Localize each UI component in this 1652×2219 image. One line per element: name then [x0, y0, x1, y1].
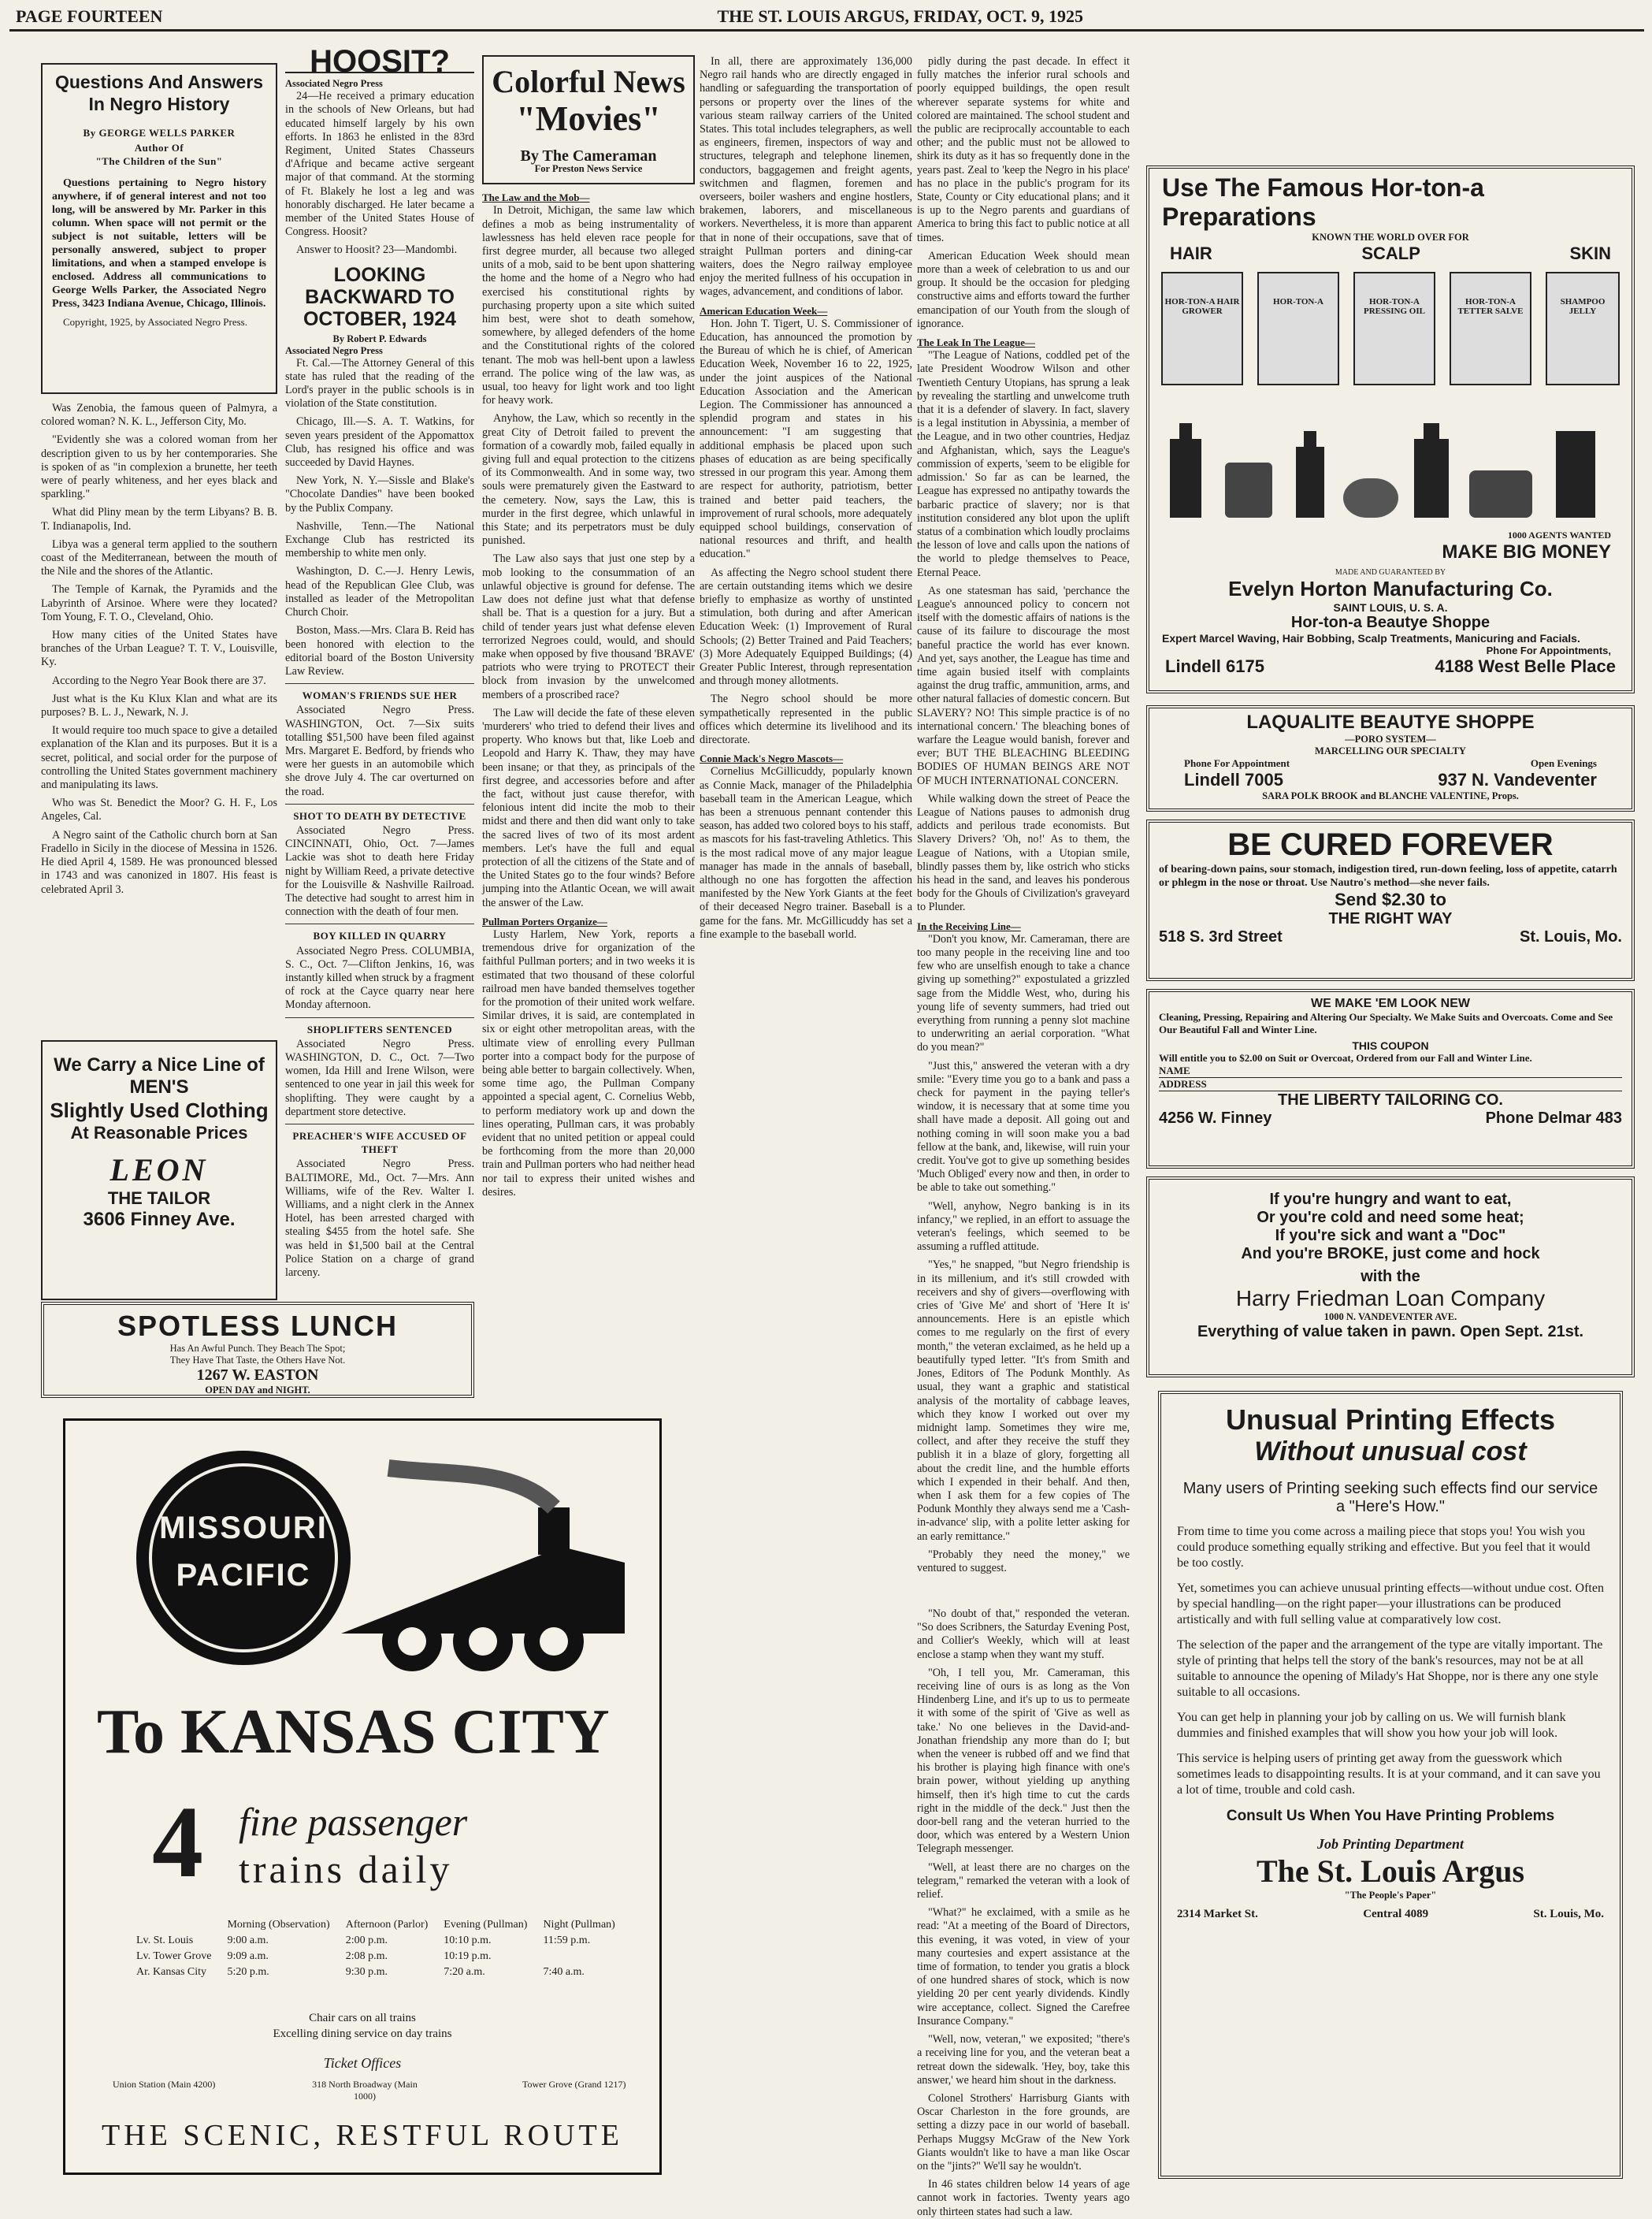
cured-send: Send $2.30 to [1335, 890, 1446, 909]
friedman-l2: Or you're cold and need some heat; [1257, 1209, 1524, 1226]
timetable-label: Ar. Kansas City [136, 1966, 207, 1978]
article-paragraph: "What?" he exclaimed, with a smile as he read: "At a meeting of the Board of Directors, this evening, it was voted, in view of your many courtesies and expert assistance at the time of formation, to tender you gratis a block of one hundred shares of stock, which is now yielding 20 per cent yearly dividends. Kindly wire acceptance, collect. Signed the Carefree Insurance Company." [917, 1906, 1130, 2028]
liberty-name: NAME [1159, 1065, 1622, 1078]
laqualite-ad [1146, 705, 1635, 812]
printing-p2: Yet, sometimes you can achieve unusual printing effects—without undue cost. Often by special handling—on the right paper—your illustrations can be produced artistically and with full selling value at comparatively low cost. [1177, 1582, 1604, 1626]
spotless-title: SPOTLESS LUNCH [117, 1310, 399, 1342]
column-3b [700, 55, 912, 2183]
quarry-title: BOY KILLED IN QUARRY [313, 930, 447, 942]
article-paragraph: Hon. John T. Tigert, U. S. Commissioner of Education, has announced the promotion by the Bureau of which he is chief, of American Education Week, November 16 to 22, 1925, under the joint auspices of the National Education Association and the American Legion. The Commissioner has announced a splendid program and states in his announcement: "I am suggesting that additional emphasis be placed upon such phases of education as are being specifically stressed in our program this year. Among them are respect for authority, patriotism, better trained and better paid teachers, the improvement of rural schools, more adequately equipped school buildings, conservation of national resources and thrift, and health education." [700, 317, 912, 561]
product-jar: HOR-TON-A [1257, 272, 1339, 385]
article-paragraph: The Law will decide the fate of these eleven 'murderers' who tried to defend their lives and property. Who knows but that, like Loeb and Leopold and Harry K. Thaw, they may have been insane; or that they, as principals of the first degree, and accessories before and after the fact, without just cause therefor, with felonious intent did incite the mob to their midst and there and then did want only to take the sacred lives of two of its most ardent members. Let's have the full and equal protection of all the citizens of the State and of the United States go to the four winds? Before jumping into the Atlantic Ocean, we will await the answer of the Law. [482, 706, 695, 909]
locomotive-illustration [325, 1452, 640, 1689]
article-paragraph: "Yes," he snapped, "but Negro friendship is in its millenium, and it's still crowded with receivers and shy of givers—overflowing with cries of 'Give Me' and short of 'Here It is' announcements. Here is an epistle which comes to me regularly on the first of every month," the veteran exclaimed, as he held up a beautifully typed letter. "It's from Smith and Jones, Editors of The Podunk Monthly. As usual, they want a graphic and statistical analysis of the mortality of cabbage leaves, which they know I worked out over my midnight lamp. Sometimes they wire me, collect, and after they receive the stuff they publish it in a blaze of glory, forgetting all about the credit line, and the humble efforts which I expended in their behalf. And then, when I ask them for a few copies of The Podunk Monthly they always send me a 'Cash-in-advance' slip, with a polite letter asking for an early remittance." [917, 1258, 1130, 1543]
qa-paragraph: Just what is the Ku Klux Klan and what are its purposes? B. L. J., Newark, N. J. [41, 692, 277, 719]
liberty-ad [1146, 989, 1635, 1169]
column-4-lower [917, 1608, 1130, 2218]
friedman-pawn: Everything of value taken in pawn. Open Sept. 21st. [1197, 1323, 1584, 1340]
article-paragraph: In all, there are approximately 136,000 Negro rail hands who are directly engaged in handling or safeguarding the transportation of persons or property over the lines of the various steam railway carriers of the United States. This total includes telegraphers, as well as engineers, firemen, inspectors of way and structures, telegraph and telephone linemen, conductors, baggagemen and freight agents, switchmen and flagmen, foremen and overseers, boiler washers and engine hostlers, brakemen, laborers, and miscellaneous workers. Nevertheless, it is more than apparent that in none of their occupations, save that of straight Pullman porters and dining-car waiters, does the Negro railway employee enjoy the merited fullness of his occupation in wages, advancement, and conditions of labor. [700, 55, 912, 299]
printing-p1: From time to time you come across a mailing piece that stops you! You wish you could produce something equally striking and effective. But you feel that it would be too costly. [1177, 1525, 1591, 1570]
scenic-route: THE SCENIC, RESTFUL ROUTE [102, 2119, 623, 2152]
preacher-body: Associated Negro Press. BALTIMORE, Md., Oct. 7—Mrs. Ann Williams, wife of the Rev. Walter I. Williams, and a night clerk in the Annex Hotel, has been arrested charged with stealing $455 from the hotel safe. She was held in $1,500 bail at the Central Police Station on a charge of grand larceny. [285, 1158, 474, 1280]
horton-company: Evelyn Horton Manufacturing Co. [1228, 577, 1553, 600]
shoplifters-body: Associated Negro Press. WASHINGTON, D. C., Oct. 7—Two women, Ida Hill and Irene Wilson, were sentenced to one year in jail this week for shoplifting. They were caught by a department store detective. [285, 1037, 474, 1118]
friedman-with: with the [1361, 1268, 1420, 1285]
qa-paragraph: Libya was a general term applied to the southern coast of the Mediterranean, between the mouth of the Nile and the shores of the Atlantic. [41, 537, 277, 578]
liberty-phone: Phone Delmar 483 [1485, 1110, 1622, 1127]
article-paragraph: "Well, now, veteran," we exposited; "there's a receiving line for you, and the veteran beat a retreat down the sidewalk. 'Hey, boy, take this answer,' we heard him shout in the darkness. [917, 2033, 1130, 2087]
qa-paragraph: It would require too much space to give a detailed explanation of the Klan and its purposes. But it is a secret, political, and social order for the purpose of controlling the United States government machinery and manipulating its laws. [41, 724, 277, 792]
liberty-street: 4256 W. Finney [1159, 1110, 1272, 1127]
liberty-address-field: ADDRESS [1159, 1078, 1622, 1091]
horton-appointments: Phone For Appointments, [1486, 645, 1611, 656]
looking-item: Nashville, Tenn.—The National Exchange Club has restricted its membership to white men only. [285, 519, 474, 560]
leon-line1: We Carry a Nice Line of [54, 1054, 265, 1076]
timetable-cell: 11:59 p.m. [543, 1935, 591, 1946]
page-number: PAGE FOURTEEN [16, 6, 163, 26]
article-paragraph: American Education Week should mean more than a week of celebration to us and our group. It should be the occasion for pledging constructive aims and efforts toward the further emancipation of our Youth from the slough of ignorance. [917, 249, 1130, 330]
friedman-company: Harry Friedman Loan Company [1235, 1286, 1546, 1310]
quarry-body: Associated Negro Press. COLUMBIA, S. C., Oct. 7—Clifton Jenkins, 16, was instantly killed when struck by a fragment of rock at the Cayce quarry near here Monday afternoon. [285, 944, 474, 1012]
ticket-offices: Ticket Offices [323, 2055, 402, 2071]
timetable-cell: 9:09 a.m. [227, 1950, 269, 1962]
timetable-cell: 10:10 p.m. [444, 1935, 492, 1946]
qa-book: "The Children of the Sun" [95, 155, 223, 168]
office-2: 318 North Broadway (Main 1000) [312, 2079, 418, 2102]
looking-item: Chicago, Ill.—S. A. T. Watkins, for seven years president of the Appomattox Club, has resigned his office and was succeeded by David Haynes. [285, 415, 474, 470]
leon-line3: Slightly Used Clothing [50, 1098, 269, 1122]
qa-byline: By GEORGE WELLS PARKER [83, 127, 236, 139]
qa-intro: Questions pertaining to Negro history anywhere, if of general interest and not too long, will be answered by Mr. Parker in this column. When space will not permit or the subject is not suitable, letters will be personally answered, subject to proper limitations, and when a stamped envelope is enclosed. Address all communications to George Wells Parker, the Associated Negro Press, 3423 Indiana Avenue, Chicago, Illinois. [52, 177, 266, 310]
liberty-coupon-text: Will entitle you to $2.00 on Suit or Overcoat, Ordered from our Fall and Winter Line. [1159, 1052, 1532, 1064]
laqualite-props: SARA POLK BROOK and BLANCHE VALENTINE, Props. [1262, 790, 1519, 801]
qa-paragraph: Who was St. Benedict the Moor? G. H. F., Los Angeles, Cal. [41, 797, 277, 823]
hoosit-body: 24—He received a primary education in the schools of New Orleans, but had educated himself largely by his own efforts. In 1863 he enlisted in the 83rd Regiment, United States Chasseurs d'Afrique and became active sergeant major of that command. At the storming of Ft. Blakely he lost a leg and was honorably discharged. He later became a member of the United States House of Congress. Hoosit? [285, 90, 474, 239]
timetable-cell: 2:00 p.m. [345, 1935, 388, 1946]
timetable-header: Afternoon (Parlor) [345, 1919, 429, 1931]
horton-ad [1146, 165, 1635, 693]
laqualite-specialty: MARCELLING OUR SPECIALTY [1315, 745, 1466, 756]
looking-item: Boston, Mass.—Mrs. Clara B. Reid has been honored with election to the editorial board of the Boston University Law Review. [285, 624, 474, 678]
looking-item: Washington, D. C.—J. Henry Lewis, head of the Republican Glee Club, was installed as leader of the Metropolitan Church Choir. [285, 565, 474, 619]
horton-headline: Use The Famous Hor-ton-a Preparations [1162, 173, 1484, 231]
printing-p4: You can get help in planning your job by calling on us. We will furnish blank dummies and finished examples that will show you how your job will look. [1177, 1711, 1566, 1740]
cured-name: THE RIGHT WAY [1328, 910, 1453, 927]
timetable-cell [535, 1949, 622, 1964]
timetable-cell: 7:20 a.m. [444, 1966, 485, 1978]
leon-name: LEON [110, 1152, 209, 1188]
horton-services: Expert Marcel Waving, Hair Bobbing, Scalp Treatments, Manicuring and Facials. [1162, 632, 1580, 645]
colorful-service: For Preston News Service [534, 163, 643, 175]
laqualite-title: LAQUALITE BEAUTYE SHOPPE [1246, 712, 1535, 733]
horton-made-by: MADE AND GUARANTEED BY [1335, 568, 1446, 577]
horton-scalp: SCALP [1361, 243, 1420, 263]
laqualite-evenings: Open Evenings [1530, 757, 1597, 769]
cured-street: 518 S. 3rd Street [1159, 928, 1283, 946]
leon-line4: At Reasonable Prices [70, 1123, 248, 1143]
cured-body: of bearing-down pains, sour stomach, indigestion tired, run-down feeling, loss of appetite, catarrh or phlegm in the nose or throat. Use Nautro's method—she never fails. [1159, 864, 1617, 889]
article-paragraph: "The League of Nations, coddled pet of the late President Woodrow Wilson and other Twentieth Century Utopians, has sprung a leak by revealing the startling and unwelcome truth that it is a defender of slavery. In fact, slavery is a legal institution in Abyssinia, a member of the League, and in two other countries, Hedjaz and Afghanistan, which, says the League's commission of experts, 'seem to be eligible for admission.' So far as can be learned, the League has expressed no antipathy towards the barbaric practice of slavery; nor is that institution considered any blot upon the uplift status of a combination which loudly proclaims the lesson of love and calls upon the nations of the world to pledge themselves to Peace, Eternal Peace. [917, 349, 1130, 579]
office-3: Tower Grove (Grand 1217) [522, 2079, 626, 2090]
product-jar: HOR-TON-A TETTER SALVE [1450, 272, 1531, 385]
paper-dateline: THE ST. LOUIS ARGUS, FRIDAY, OCT. 9, 1925 [717, 6, 1083, 26]
printing-p5: This service is helping users of printing get away from the guesswork which sometimes leads to disappointing results. It is at your command, and it can save you a lot of time, trouble and cold cash. [1177, 1752, 1601, 1797]
laqualite-phone: Lindell 7005 [1184, 770, 1283, 790]
missouri-pacific-logo [136, 1451, 351, 1665]
timetable-cell: 9:00 a.m. [227, 1935, 269, 1946]
article-paragraph: "Don't you know, Mr. Cameraman, there are too many people in the receiving line and too few who are unselfish enough to take a chance giving up something?" expostulated a grizzled sage from the Middle West, who, during his young life of seventy summers, had tried out everything from running a penny slot machine to underwriting an aerial corporation. "What do you mean?" [917, 932, 1130, 1054]
timetable [128, 1917, 623, 1980]
colorful-byline: By The Cameraman [520, 147, 657, 165]
spotless-hours: OPEN DAY and NIGHT. [205, 1385, 310, 1396]
timetable-label: Lv. St. Louis [136, 1935, 194, 1946]
section-title: In the Receiving Line— [917, 920, 1021, 932]
section-title: The Leak In The League— [917, 336, 1036, 349]
printing-city: St. Louis, Mo. [1533, 1908, 1604, 1920]
friedman-address: 1000 N. VANDEVENTER AVE. [1323, 1311, 1457, 1322]
liberty-company: THE LIBERTY TAILORING CO. [1278, 1091, 1503, 1109]
article-paragraph: As affecting the Negro school student there are certain outstanding items which we desire briefly to emphasize as worthy of unstinted stimulation, both during and after American Education Week: (1) Improvement of Rural Schools; (2) Better Trained and Paid Teachers; (3) More Adequately Equipped Buildings; (4) Greater Public Interest, through representation and through money allotments. [700, 566, 912, 688]
laqualite-appointment: Phone For Appointment [1184, 757, 1290, 769]
timetable-cell: 9:30 p.m. [345, 1966, 388, 1978]
qa-title: Questions And Answers In Negro History [54, 72, 264, 114]
section-title: Connie Mack's Negro Mascots— [700, 753, 844, 765]
printing-consult: Consult Us When You Have Printing Problems [1226, 1808, 1555, 1824]
timetable-row [128, 1933, 623, 1949]
looking-item: New York, N. Y.—Sissle and Blake's "Chocolate Dandies" have been booked by the Publix Company. [285, 474, 474, 515]
friedman-l1: If you're hungry and want to eat, [1269, 1191, 1512, 1208]
product-jar: HOR-TON-A PRESSING OIL [1353, 272, 1435, 385]
article-paragraph: Lusty Harlem, New York, reports a tremendous drive for organization of the faithful Pullman porters; and in two weeks it is estimated that two thousand of these colorful railroad men have banded themselves together for the promotion of their united work welfare. Similar drives, it is said, are contemplated in six or eight other metropolitan areas, with the ultimate view of enrolling every Pullman porter into a compact body for the purpose of being able better to bargain collectively. When, some time ago, the Pullman Company appointed a special agent, C. Cornelius Webb, to perform mediatory work up and down the lines operating, Pullman cars, it was probably evident that no united petition or appeal could be forthcoming from the more than 20,000 train and Pullman porters who had neither head nor tail to express their united wishes and desires. [482, 927, 695, 1199]
kansas-city-heading: To KANSAS CITY [97, 1697, 610, 1767]
women-title: WOMAN'S FRIENDS SUE HER [302, 689, 458, 702]
spotless-line1: Has An Awful Punch. They Beach The Spot; [169, 1343, 346, 1354]
timetable-cell: 7:40 a.m. [543, 1966, 585, 1978]
fine-passenger: fine passenger [239, 1800, 468, 1844]
article-paragraph: "Well, anyhow, Negro banking is in its infancy," we replied, in an effort to assuage the veteran's feelings, which seemed to be assuming a ruffled attitude. [917, 1199, 1130, 1254]
leon-trade: THE TAILOR [107, 1188, 211, 1208]
shoplifters-title: SHOPLIFTERS SENTENCED [306, 1023, 453, 1035]
article-paragraph: Colonel Strothers' Harrisburg Giants with Oscar Charleston in the fore grounds, are setting a dizzy pace in our world of baseball. Perhaps Muggsy McGraw of the New York Giants wouldn't like to have a man like Oscar on the "jints?" We'll say he wouldn't. [917, 2091, 1130, 2173]
timetable-cell: 10:19 p.m. [444, 1950, 492, 1962]
qa-paragraph: How many cities of the United States have branches of the Urban League? T. T. V., Louisville, Ky. [41, 629, 277, 669]
leon-line2: MEN'S [129, 1076, 189, 1098]
qa-paragraph: A Negro saint of the Catholic church born at San Fradello in Sicily in the diocese of Messina in 1526. He died April 4, 1589. He was pronounced blessed in 1743 and was canonized in 1807. His feast is celebrated April 3. [41, 828, 277, 896]
product-jar: HOR-TON-A HAIR GROWER [1161, 272, 1243, 385]
timetable-row [128, 1949, 623, 1964]
printing-sub: Many users of Printing seeking such effects find our service a "Here's How." [1182, 1480, 1598, 1515]
looking-source: Associated Negro Press [285, 344, 383, 356]
shot-title: SHOT TO DEATH BY DETECTIVE [293, 809, 466, 822]
shot-body: Associated Negro Press. CINCINNATI, Ohio, Oct. 7—James Lackie was shot to death here Friday night by William Reed, a private detective for the Louisville & Nashville Railroad. The detective had sought to arrest him in connection with the death of four men. [285, 823, 474, 919]
horton-city: SAINT LOUIS, U. S. A. [1333, 601, 1448, 614]
liberty-title: WE MAKE 'EM LOOK NEW [1310, 997, 1470, 1010]
train-count: 4 [152, 1786, 203, 1899]
missouri-pacific-ad [63, 1418, 662, 2175]
article-paragraph: "Well, at least there are no charges on the telegram," remarked the veteran with a look of relief. [917, 1860, 1130, 1901]
article-paragraph: "No doubt of that," responded the veteran. "So does Scribners, the Saturday Evening Post, and Collier's Weekly, which will at least enclose a stamp when they want my stuff. [917, 1608, 1130, 1661]
printing-title: Unusual Printing Effects [1225, 1403, 1556, 1436]
looking-title: LOOKING BACKWARD TO OCTOBER, 1924 [303, 263, 457, 330]
liberty-coupon: THIS COUPON [1352, 1039, 1429, 1052]
leon-ad [41, 1040, 277, 1300]
article-paragraph: Cornelius McGillicuddy, popularly known as Connie Mack, manager of the Philadelphia baseball team in the American League, which has been a strenuous pennant contender this season, has added two colored boys to his staff, as mascots for his fast-traveling Athletics. This is the most radical move of any major league manager has made in the annals of baseball, although no one has forgotten the affection manifested by the New York Giants at the feet of their deceased Negro trainer. Baseball is a game for the fans. Mr. McGillicuddy has set a fine example to the baseball world. [700, 765, 912, 941]
timetable-header: Night (Pullman) [543, 1919, 615, 1931]
women-body: Associated Negro Press. WASHINGTON, Oct. 7—Six suits totalling $51,500 have been filed against Mrs. Margaret E. Bedford, by friends who were her guests in an automobile which she drove July 4. The car overturned on the road. [285, 704, 474, 798]
timetable-label: Lv. Tower Grove [136, 1950, 212, 1962]
timetable-row [128, 1964, 623, 1980]
logo-text-top: MISSOURI [159, 1511, 328, 1545]
printing-street: 2314 Market St. [1177, 1908, 1258, 1920]
timetable-note1: Chair cars on all trains [309, 2012, 416, 2024]
colorful-title: Colorful News [492, 64, 685, 99]
timetable-header: Evening (Pullman) [444, 1919, 528, 1931]
friedman-l3: If you're sick and want a "Doc" [1275, 1227, 1506, 1244]
friedman-l4: And you're BROKE, just come and hock [1241, 1245, 1540, 1262]
printing-dept: Job Printing Department [1316, 1836, 1465, 1852]
product-bottles-illustration [1154, 392, 1627, 526]
article-paragraph: "Probably they need the money," we ventured to suggest. [917, 1548, 1130, 1574]
hoosit-source: Associated Negro Press [285, 78, 383, 90]
column-3 [482, 55, 695, 1403]
cured-title: BE CURED FOREVER [1227, 827, 1554, 862]
cured-city: St. Louis, Mo. [1520, 928, 1622, 946]
printing-p3: The selection of the paper and the arrangement of the type are vitally important. The style of printing that helps tell the story of the bank's resources, may not be at all suitable to announce the opening of Milady's Hat Shoppe, nor is there any one style suitable to all occasions. [1177, 1638, 1603, 1699]
qa-paragraph: According to the Negro Year Book there are 37. [52, 674, 266, 687]
hoosit-title: HOOSIT? [285, 55, 474, 73]
article-paragraph: Anyhow, the Law, which so recently in the great City of Detroit failed to prevent the formation of a cowardly mob, failed equally in giving full and equal protection to the citizens of its Commonwealth. And in some way, two souls were prematurely given the Eastward to the cemetery. Now, says the Law, this is murder in the first degree, which unlawful in this State; and its perpetrators must be duly punished. [482, 412, 695, 548]
qa-copyright: Copyright, 1925, by Associated Negro Press. [63, 315, 247, 328]
horton-agents: 1000 AGENTS WANTED [1507, 530, 1611, 541]
horton-known: KNOWN THE WORLD OVER FOR [1312, 232, 1469, 243]
horton-shoppe: Hor-ton-a Beautye Shoppe [1290, 614, 1491, 631]
qa-box [41, 63, 277, 394]
article-paragraph: As one statesman has said, 'perchance the League's announced policy to concern not itself with the domestic affairs of nations is the cause of its failure to discourage the most baneful practice the world has ever known. And yet, says another, the League has time and time again busied itself with complaints against the drug traffic, ammunition, arms, and other natural fallacies of domestic concern. But SLAVERY? NO! This simple practice is of no international concern.' The bleaching bones of warfare the League would banish, forever and ever; BUT THE BLEACHING BLEEDING BODIES OF HUMAN BEINGS ARE NOT OF MUCH INTERNATIONAL CONCERN. [917, 584, 1130, 787]
spotless-address: 1267 W. EASTON [196, 1366, 319, 1384]
horton-skin: SKIN [1569, 243, 1611, 263]
laqualite-address: 937 N. Vandeventer [1438, 770, 1597, 790]
article-paragraph: In Detroit, Michigan, the same law which defines a mob as being instrumentality of lawlessness has held eleven race people for first degree murder, all because two alleged units of a mob, said to be bent upon shattering the home and the home of a Negro who had exercised his constitutional rights by purchasing property upon a site which suited him best, were shot to death somehow, somewhere, by alleged defenders of the home and the Constitutional rights of the colored tenant. The mob was hell-bent upon a lawless errand. The police wing of the law was, as usual, too heavy for light work and too light for heavy work. [482, 204, 695, 407]
preacher-title: PREACHER'S WIFE ACCUSED OF THEFT [292, 1130, 467, 1156]
hoosit-answer: Answer to Hoosit? 23—Mandombi. [296, 243, 458, 257]
article-paragraph: The Law also says that just one step by a mob looking to the consummation of an unlawful objective is ground for defense. The Law does not define just what that defense shall be. That is a question for a jury. But a child of tender years just what defense eleven terrorized Negroes could, would, and should make when opposed by five thousand 'BRAVE' patriots who were trying to PROTECT their block from invasion by the unwelcomed members of a proscribed race? [482, 552, 695, 701]
timetable-cell: 2:08 p.m. [345, 1950, 388, 1962]
printing-motto: "The People's Paper" [1344, 1890, 1437, 1901]
qa-paragraph: Was Zenobia, the famous queen of Palmyra, a colored woman? N. K. L., Jefferson City, Mo. [41, 402, 277, 429]
spotless-lunch-ad [41, 1302, 474, 1398]
horton-phone: Lindell 6175 [1165, 656, 1264, 676]
qa-paragraph: "Evidently she was a colored woman from her description given to us by her contemporaries. She is spoken of as "in complexion a brunette, her teeth were of pearly whiteness, and her eyes black and sparkling." [41, 433, 277, 501]
horton-money: MAKE BIG MONEY [1442, 541, 1611, 563]
horton-hair: HAIR [1170, 243, 1212, 263]
masthead [9, 5, 1644, 32]
leon-address: 3606 Finney Ave. [83, 1209, 236, 1230]
printing-phone: Central 4089 [1363, 1908, 1429, 1920]
trains-daily: trains daily [239, 1847, 453, 1891]
colorful-header [482, 55, 695, 184]
column-2 [285, 44, 474, 1300]
liberty-line1: Cleaning, Pressing, Repairing and Altering Our Specialty. We Make Suits and Overcoats. Come and See Our Beautiful Fall and Winter Line. [1159, 1011, 1613, 1035]
article-paragraph: The Negro school should be more sympathetically represented in the public offices which determine its livelihood and its directorate. [700, 693, 912, 746]
qa-body [41, 402, 277, 1032]
printing-subtitle: Without unusual cost [1254, 1437, 1527, 1466]
friedman-ad [1146, 1176, 1635, 1377]
section-title: American Education Week— [700, 304, 828, 317]
product-jar: SHAMPOO JELLY [1546, 272, 1620, 385]
qa-paragraph: The Temple of Karnak, the Pyramids and the Labyrinth of Arsinoe. Where were they located? Tom Young, F. T. O., Cleveland, Ohio. [41, 583, 277, 623]
article-paragraph: pidly during the past decade. In effect it fully matches the inferior rural schools and poorly equipped buildings, the open result wherever separate systems for white and colored are maintained. The school student and the public are reciprocally accountable to each other; and the public must not be allowed to shirk its duty as it has so frequently done in the years past. Zeal to 'keep the Negro in his place' has no place in the public's program for its State, County or City educational plans; and it is up to the Negro parents and guardians of America to bring this fact to public notice at all times. [917, 55, 1130, 244]
printing-paper: The St. Louis Argus [1256, 1853, 1525, 1889]
article-paragraph: While walking down the street of Peace the League of Nations pauses to admonish drug addicts and perilous trade economists. But Slavery Drivers? 'Oh, no!' As to them, the League of Nations, with a Utopian smile, blindly passes them by, like ostrich who sticks his head in the sand, and leaves his ponderous body for the Ghouls of Civilization's graveyard to Plunder. [917, 792, 1130, 914]
printing-ad [1158, 1391, 1623, 2179]
office-1: Union Station (Main 4200) [113, 2079, 216, 2090]
section-title: Pullman Porters Organize— [482, 915, 607, 927]
article-paragraph: "Just this," answered the veteran with a dry smile: "Every time you go to a bank and pass a check for payment in the paying teller's window, it is necessary that at some time you shall have made a deposit. All going out and nothing coming in will soon make you a bad fellow at the bank, and, likewise, will ruin your credit. You've got to give up something besides 'Much Obliged' every now and then, in order to be able to take out something." [917, 1059, 1130, 1195]
section-title: The Law and the Mob— [482, 191, 590, 204]
cured-ad [1146, 820, 1635, 981]
timetable-cell: 5:20 p.m. [227, 1966, 269, 1978]
colorful-subtitle: "Movies" [516, 99, 661, 138]
horton-address: 4188 West Belle Place [1435, 656, 1616, 676]
spotless-line2: They Have That Taste, the Others Have Not. [169, 1355, 346, 1366]
looking-item: Ft. Cal.—The Attorney General of this state has ruled that the reading of the Lord's prayer in the public schools is in violation of the State constitution. [285, 356, 474, 411]
looking-byline: By Robert P. Edwards [332, 333, 427, 344]
timetable-header: Morning (Observation) [227, 1919, 330, 1931]
article-paragraph: "Oh, I tell you, Mr. Cameraman, this receiving line of ours is as long as the Von Hindenberg Line, and it's up to us to permeate it with some of the spirit of 'Give as well as take.' No one believes in the David-and-Jonathan friendship any more than do I; but when the veneer is rubbed off and we find that his brother is playing high finance with one's brain power, without yielding up anything himself, then it's high time to cut the cards right in the middle of the deck." Just then the door-bell rang and the veteran hurried to the door, which was entered by a Western Union Telegraph messenger. [917, 1666, 1130, 1856]
logo-text-bottom: PACIFIC [176, 1558, 311, 1593]
laqualite-system: —PORO SYSTEM— [1345, 734, 1436, 745]
qa-author-of: Author Of [134, 142, 184, 154]
qa-paragraph: What did Pliny mean by the term Libyans? B. B. T. Indianapolis, Ind. [41, 506, 277, 533]
article-paragraph: In 46 states children below 14 years of age cannot work in factories. Twenty years ago only thirteen states had such a law. [917, 2178, 1130, 2218]
timetable-note2: Excelling dining service on day trains [273, 2028, 452, 2040]
